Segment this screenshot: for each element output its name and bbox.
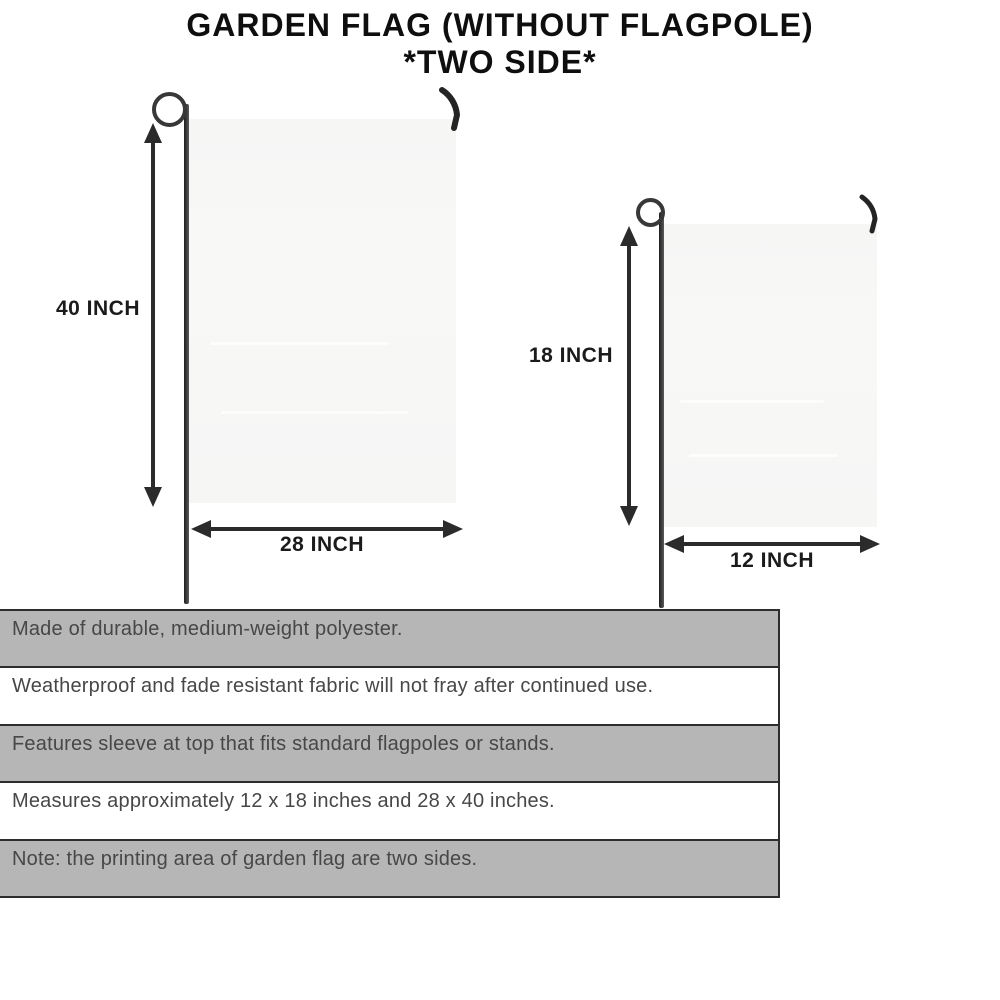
large-flag-height-arrow [138, 123, 168, 507]
small-flag-height-arrow [614, 226, 644, 526]
title-line-1: GARDEN FLAG (WITHOUT FLAGPOLE) [186, 7, 814, 43]
feature-row-measures: Measures approximately 12 x 18 inches and 28 x 40 inches. [0, 781, 778, 838]
small-flagpole-hook-icon [857, 194, 885, 236]
feature-list [0, 609, 780, 898]
large-flag-panel [189, 119, 456, 503]
large-flag-width-label: 28 INCH [279, 533, 365, 556]
feature-row-note: Note: the printing area of garden flag are two sides. [0, 839, 778, 896]
feature-row-sleeve: Features sleeve at top that fits standard flagpoles or stands. [0, 724, 778, 781]
small-flag-height-label: 18 INCH [528, 344, 613, 367]
large-flag-height-label: 40 INCH [55, 297, 140, 320]
feature-row-material: Made of durable, medium-weight polyester. [0, 611, 778, 666]
small-flag-width-label: 12 INCH [729, 549, 815, 572]
large-flagpole [184, 104, 189, 604]
feature-row-weatherproof: Weatherproof and fade resistant fabric will not fray after continued use. [0, 666, 778, 723]
large-flagpole-loop-icon [152, 92, 187, 127]
page-title [0, 6, 1000, 80]
small-flag-panel [663, 224, 877, 527]
large-flagpole-hook-icon [436, 86, 468, 134]
small-flagpole-loop-icon [636, 198, 665, 227]
title-line-2: *TWO SIDE* [403, 44, 597, 80]
